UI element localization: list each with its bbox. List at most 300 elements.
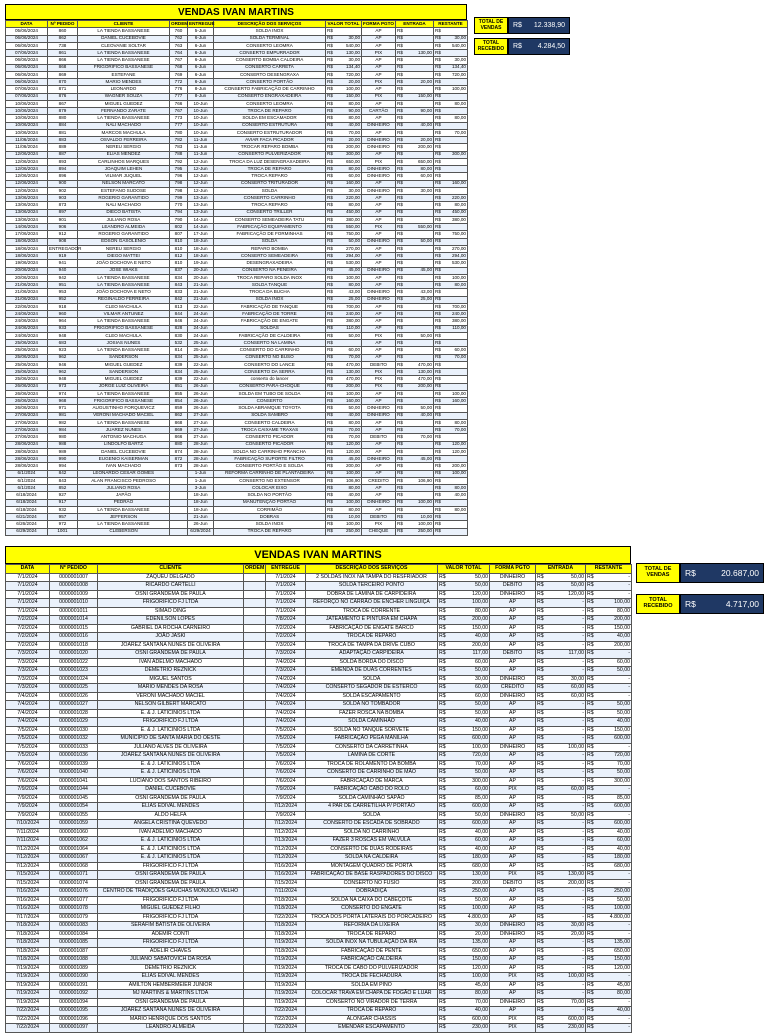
currency-symbol: R$ xyxy=(587,760,594,767)
client-cell: ELIAS EDIVAL MENDES xyxy=(98,803,244,812)
currency-symbol: R$ xyxy=(327,318,333,324)
currency-symbol: R$ xyxy=(397,136,403,142)
payment-method-cell: DINHEIRO xyxy=(490,930,536,939)
currency-symbol: R$ xyxy=(327,289,333,295)
currency-symbol: R$ xyxy=(435,289,441,295)
down-payment-cell xyxy=(536,854,586,863)
down-payment-cell xyxy=(396,514,434,521)
client-cell: LA TIENDA BASSANESE xyxy=(78,28,170,35)
currency-symbol: R$ xyxy=(397,173,403,179)
total-value-cell xyxy=(326,231,362,238)
currency-symbol: R$ xyxy=(397,151,403,157)
remaining-cell xyxy=(434,405,468,412)
payment-method-cell: AP xyxy=(490,709,536,718)
amount: 220,00 xyxy=(345,194,360,200)
total-value-cell xyxy=(326,28,362,35)
table-row xyxy=(6,837,632,846)
currency-symbol: R$ xyxy=(397,412,403,418)
amount: 80,00 xyxy=(454,484,466,490)
amount: - xyxy=(582,633,584,640)
currency-symbol: R$ xyxy=(439,641,446,648)
payment-method-cell: AP xyxy=(490,828,536,837)
order-number-cell: 919 xyxy=(48,253,78,260)
remaining-cell xyxy=(434,492,468,499)
table-row xyxy=(6,641,632,650)
client-cell: ESTEFANE xyxy=(78,71,170,78)
order-number-cell: 0000001011 xyxy=(50,607,98,616)
amount: 40,00 xyxy=(420,412,432,418)
table-row xyxy=(6,347,468,354)
amount: 50,00 xyxy=(571,573,584,580)
remaining-cell xyxy=(434,35,468,42)
ordem-cell: 812 xyxy=(170,253,188,260)
payment-method-cell: AP xyxy=(362,151,396,158)
delivered-cell: 7/1/2024 xyxy=(266,607,306,616)
delivered-cell: 7/18/2024 xyxy=(266,930,306,939)
amount: 100,00 xyxy=(345,499,360,505)
client-cell: ANGELA CRISTINA QUEVEDO xyxy=(98,820,244,829)
currency-symbol: R$ xyxy=(327,455,333,461)
total-value-cell xyxy=(326,419,362,426)
delivered-cell: 7/22/2024 xyxy=(266,913,306,922)
currency-symbol: R$ xyxy=(397,405,403,411)
amount: - xyxy=(582,828,584,835)
total-value-cell xyxy=(438,905,490,914)
currency-symbol: R$ xyxy=(439,786,446,793)
currency-symbol: R$ xyxy=(327,165,333,171)
description-cell: CONSERTO ESTRUTURADOR xyxy=(214,129,326,136)
amount: 700,00 xyxy=(345,303,360,309)
currency-symbol: R$ xyxy=(397,383,403,389)
currency-symbol: R$ xyxy=(587,599,594,606)
date-cell: 7/6/2024 xyxy=(6,769,50,778)
table-row xyxy=(6,224,468,231)
description-cell: SOLDA ESCAPAMENTO xyxy=(306,692,438,701)
currency-symbol: R$ xyxy=(327,129,333,135)
total-value-cell xyxy=(438,743,490,752)
order-number-cell: 962 xyxy=(48,369,78,376)
currency-symbol: R$ xyxy=(327,441,333,447)
currency-symbol: R$ xyxy=(587,1024,594,1031)
currency-symbol: R$ xyxy=(435,390,441,396)
ordem-cell xyxy=(170,499,188,506)
delivered-cell: 13-Jun xyxy=(188,209,214,216)
order-number-cell: 923 xyxy=(48,347,78,354)
currency-symbol: R$ xyxy=(439,803,446,810)
remaining-cell xyxy=(434,195,468,202)
client-cell: GABRIEL DA ROCHA CARNEIRO xyxy=(98,624,244,633)
payment-method-cell: AP xyxy=(490,888,536,897)
date-cell: 7/16/2024 xyxy=(6,905,50,914)
order-number-cell: 0000001089 xyxy=(50,964,98,973)
amount: 30,00 xyxy=(348,35,360,41)
client-cell: DANIEL CUCEBOVIE xyxy=(78,35,170,42)
total-value-cell xyxy=(438,658,490,667)
currency-symbol: R$ xyxy=(537,981,544,988)
amount: 600,00 xyxy=(614,735,630,742)
currency-symbol: R$ xyxy=(537,777,544,784)
delivered-cell: 1-Jun xyxy=(188,477,214,484)
date-cell: 21/06/2024 xyxy=(6,289,48,296)
payment-method-cell: AP xyxy=(490,803,536,812)
remaining-cell xyxy=(434,390,468,397)
remaining-cell xyxy=(434,448,468,455)
currency-symbol: R$ xyxy=(327,521,333,527)
currency-symbol: R$ xyxy=(435,477,441,483)
description-cell: SOLDA EM ESCAMADOR xyxy=(214,115,326,122)
table-row xyxy=(6,998,632,1007)
currency-symbol: R$ xyxy=(587,888,594,895)
total-value-cell xyxy=(326,347,362,354)
client-cell: FRIGORIFICO BASSANESE xyxy=(78,64,170,71)
description-cell: REFORÇO NO CARRÃO DE ENCHER LINGUIÇA xyxy=(306,599,438,608)
currency-symbol: R$ xyxy=(397,231,403,237)
payment-method-cell: AP xyxy=(362,325,396,332)
currency-symbol: R$ xyxy=(397,521,403,527)
remaining-cell xyxy=(434,311,468,318)
description-cell: TROCA CAIXAME TRAXAS xyxy=(214,427,326,434)
amount: 600,00 xyxy=(472,803,488,810)
payment-method-cell: AP xyxy=(490,752,536,761)
down-payment-cell xyxy=(536,786,586,795)
total-value-cell xyxy=(326,470,362,477)
total-value-cell xyxy=(326,485,362,492)
client-cell: E. & J. LATICINIOS LTDA xyxy=(98,845,244,854)
down-payment-cell xyxy=(396,528,434,535)
client-cell: FRIGORIFICO FJ LTDA xyxy=(98,896,244,905)
currency-symbol: R$ xyxy=(397,187,403,193)
table-row xyxy=(6,108,468,115)
table-row xyxy=(6,57,468,64)
delivered-cell: 27-Jun xyxy=(188,419,214,426)
payment-method-cell: AP xyxy=(362,485,396,492)
client-cell: CENTRO DE TRADIÇÕES GAÚCHAS MONJOLO VELHO xyxy=(98,888,244,897)
column-header: CLIENTE xyxy=(98,565,244,574)
ordem-cell: 776 xyxy=(170,86,188,93)
client-cell: FRIGORIFICO BASSANESE xyxy=(78,325,170,332)
remaining-cell xyxy=(434,521,468,528)
total-value-cell xyxy=(326,506,362,513)
table-row xyxy=(6,282,468,289)
client-cell: OSNI GRANDEMA DE PAULA xyxy=(98,590,244,599)
currency-symbol: R$ xyxy=(327,209,333,215)
amount: 100,00 xyxy=(614,599,630,606)
currency-symbol: R$ xyxy=(327,194,333,200)
total-value-cell xyxy=(438,981,490,990)
currency-symbol: R$ xyxy=(537,658,544,665)
delivered-cell: 7/12/2024 xyxy=(266,854,306,863)
currency-symbol: R$ xyxy=(327,28,333,34)
description-cell: TROCA DA LUZ DESENGRAXADEIRA xyxy=(214,158,326,165)
delivered-cell: 10-Jun xyxy=(188,115,214,122)
date-cell: 06/06/2024 xyxy=(6,79,48,86)
amount: - xyxy=(582,837,584,844)
amount: 20,00 xyxy=(348,136,360,142)
date-cell: 7/2/2024 xyxy=(6,624,50,633)
description-cell: CONSERTO ESTRUTURA xyxy=(214,122,326,129)
delivered-cell: 7/1/2024 xyxy=(266,582,306,591)
currency-symbol: R$ xyxy=(327,426,333,432)
amount: 80,00 xyxy=(454,506,466,512)
amount: 10,00 xyxy=(348,513,360,519)
ordem-cell: 842 xyxy=(170,296,188,303)
date-cell: 10/06/2024 xyxy=(6,115,48,122)
date-cell: 20/06/2024 xyxy=(6,274,48,281)
total-value-cell xyxy=(326,361,362,368)
amount: 100,00 xyxy=(345,521,360,527)
order-number-cell: 0000001029 xyxy=(50,718,98,727)
sales-table xyxy=(5,20,468,536)
client-cell: LA TIENDA BASSANESE xyxy=(78,318,170,325)
amount: 80,00 xyxy=(454,419,466,425)
description-cell: SOLDA EM TUBO DE SOLDA xyxy=(214,390,326,397)
down-payment-cell xyxy=(536,650,586,659)
amount: 120,00 xyxy=(472,590,488,597)
total-value-cell xyxy=(438,735,490,744)
down-payment-cell xyxy=(536,820,586,829)
order-number-cell: 887 xyxy=(48,151,78,158)
total-value-cell xyxy=(326,318,362,325)
payment-method-cell: AP xyxy=(490,896,536,905)
amount: 130,00 xyxy=(417,368,432,374)
description-cell: EMENDAR ESCAPAMENTO xyxy=(306,1024,438,1033)
payment-method-cell: AP xyxy=(362,419,396,426)
down-payment-cell xyxy=(396,376,434,383)
currency-symbol: R$ xyxy=(587,871,594,878)
table-row xyxy=(6,854,632,863)
currency-symbol: R$ xyxy=(435,296,441,302)
table-row xyxy=(6,1007,632,1016)
description-cell: SOLDA NO CARRINHO xyxy=(306,828,438,837)
down-payment-cell xyxy=(396,318,434,325)
currency-symbol: R$ xyxy=(439,633,446,640)
table-row xyxy=(6,158,468,165)
client-cell: SIMAO DING xyxy=(98,607,244,616)
client-cell: JOAQUIM LEHEN xyxy=(78,166,170,173)
order-number-cell: 0000001030 xyxy=(50,726,98,735)
currency-symbol: R$ xyxy=(397,368,403,374)
description-cell: SOLDA xyxy=(214,238,326,245)
ordem-cell: 770 xyxy=(170,202,188,209)
delivered-cell: 7/19/2024 xyxy=(266,939,306,948)
amount: 43,00 xyxy=(348,289,360,295)
client-cell: E. & J. LATICINIOS LTDA xyxy=(98,837,244,846)
down-payment-cell xyxy=(396,506,434,513)
remaining-cell xyxy=(586,769,632,778)
delivered-cell: 27-Jun xyxy=(188,434,214,441)
total-value-cell xyxy=(438,726,490,735)
remaining-cell xyxy=(434,137,468,144)
currency-symbol: R$ xyxy=(537,956,544,963)
total-value-cell xyxy=(326,311,362,318)
description-cell: SOLDA NO TOMBADOR xyxy=(306,701,438,710)
date-cell: 6/1/2024 xyxy=(6,477,48,484)
remaining-cell xyxy=(434,158,468,165)
date-cell: 7/3/2024 xyxy=(6,650,50,659)
ordem-cell xyxy=(244,709,266,718)
client-cell: CLEO MACHULA xyxy=(78,332,170,339)
payment-method-cell: AP xyxy=(362,303,396,310)
client-cell: OSNI GRANDEMA DE PAULA xyxy=(98,998,244,1007)
currency-symbol: R$ xyxy=(537,998,544,1005)
currency-symbol: R$ xyxy=(537,930,544,937)
description-cell: CONSERTO CALDEIRA xyxy=(214,419,326,426)
description-cell: DOBRA DE LAMINA DE CARPIDEIRA xyxy=(306,590,438,599)
delivered-cell: 6-Jun xyxy=(188,35,214,42)
client-cell: EDENILSON LOPES xyxy=(98,616,244,625)
currency-symbol: R$ xyxy=(685,568,696,578)
amount: 550,00 xyxy=(417,223,432,229)
amount: 80,00 xyxy=(454,202,466,208)
total-value-cell xyxy=(326,158,362,165)
payment-method-cell: CREDITO xyxy=(362,477,396,484)
currency-symbol: R$ xyxy=(327,180,333,186)
amount: 60,00 xyxy=(420,173,432,179)
order-number-cell: 0000001009 xyxy=(50,590,98,599)
description-cell: SOLDA CAMINHÃO xyxy=(306,718,438,727)
table-row xyxy=(6,311,468,318)
delivered-cell: 22-Jun xyxy=(188,361,214,368)
remaining-cell xyxy=(434,477,468,484)
ordem-cell: 763 xyxy=(170,42,188,49)
table-row xyxy=(6,947,632,956)
payment-method-cell: DINHEIRO xyxy=(490,590,536,599)
amount: 117,00 xyxy=(568,650,584,657)
amount: 30,00 xyxy=(571,922,584,929)
currency-symbol: R$ xyxy=(537,582,544,589)
currency-symbol: R$ xyxy=(327,35,333,41)
order-number-cell: 948 xyxy=(48,332,78,339)
description-cell: CONSERTO SEMEADEIRA xyxy=(214,253,326,260)
table-row xyxy=(6,151,468,158)
payment-method-cell: DINHEIRO xyxy=(362,412,396,419)
payment-method-cell: AP xyxy=(362,470,396,477)
delivered-cell: 7/6/2024 xyxy=(266,777,306,786)
client-cell: MJ MARTINS & MARTINS LTDA xyxy=(98,990,244,999)
currency-symbol: R$ xyxy=(587,624,594,631)
table-row xyxy=(6,939,632,948)
remaining-cell xyxy=(586,896,632,905)
date-cell: 14/06/2024 xyxy=(6,224,48,231)
total-value-cell xyxy=(326,274,362,281)
date-cell: 10/06/2024 xyxy=(6,129,48,136)
currency-symbol: R$ xyxy=(587,811,594,818)
order-number-cell: 917 xyxy=(48,499,78,506)
description-cell: SOLDAS xyxy=(214,325,326,332)
currency-symbol: R$ xyxy=(435,151,441,157)
remaining-cell xyxy=(434,79,468,86)
currency-symbol: R$ xyxy=(397,107,403,113)
client-cell: ADELIR CHAVES xyxy=(98,947,244,956)
order-number-cell: 893 xyxy=(48,158,78,165)
ordem-cell xyxy=(244,769,266,778)
client-cell: OSNI GRANDEMA DE PAULA xyxy=(98,879,244,888)
date-cell: 06/06/2024 xyxy=(6,71,48,78)
amount: 294,00 xyxy=(451,252,466,258)
currency-symbol: R$ xyxy=(537,709,544,716)
amount: 60,00 xyxy=(571,692,584,699)
order-number-cell: 901 xyxy=(48,216,78,223)
currency-symbol: R$ xyxy=(327,187,333,193)
currency-symbol: R$ xyxy=(397,202,403,208)
payment-method-cell: DEBITO xyxy=(362,434,396,441)
payment-method-cell: AP xyxy=(362,129,396,136)
currency-symbol: R$ xyxy=(327,49,333,55)
total-value-cell xyxy=(326,42,362,49)
ordem-cell xyxy=(170,506,188,513)
currency-symbol: R$ xyxy=(439,828,446,835)
description-cell: CONSERTO TRILLER xyxy=(214,209,326,216)
amount: 70,00 xyxy=(454,129,466,135)
amount: 25,00 xyxy=(348,296,360,302)
order-number-cell: 876 xyxy=(48,93,78,100)
ordem-cell: 768 xyxy=(170,64,188,71)
description-cell: 2 SOLDAS INOX NA TAMPA DO RESFRIADOR xyxy=(306,573,438,582)
down-payment-cell xyxy=(396,499,434,506)
amount: 600,00 xyxy=(472,1015,488,1022)
delivered-cell: 7/18/2024 xyxy=(266,947,306,956)
amount: 40,00 xyxy=(348,122,360,128)
description-cell: FABRICAÇÃO DE ENGATE BARCO xyxy=(306,624,438,633)
ordem-cell xyxy=(244,1007,266,1016)
date-cell: 22/06/2024 xyxy=(6,303,48,310)
delivered-cell: 7/8/2024 xyxy=(266,616,306,625)
amount: 106,90 xyxy=(345,477,360,483)
delivered-cell: 26-Jun xyxy=(188,383,214,390)
order-number-cell: 933 xyxy=(48,325,78,332)
remaining-cell xyxy=(434,108,468,115)
ordem-cell: 839 xyxy=(170,376,188,383)
amount: 540,00 xyxy=(345,42,360,48)
currency-symbol: R$ xyxy=(397,144,403,150)
remaining-cell xyxy=(586,947,632,956)
description-cell: REFORMA DA LIXEIRA xyxy=(306,922,438,931)
amount: 40,00 xyxy=(475,718,488,725)
amount: 160,00 xyxy=(451,180,466,186)
currency-symbol: R$ xyxy=(397,129,403,135)
description-cell: CONSERTO DE DUAS RODEIRAS xyxy=(306,845,438,854)
remaining-cell xyxy=(434,93,468,100)
client-cell: LA TIENDA BASSANESE xyxy=(78,282,170,289)
amount: - xyxy=(582,956,584,963)
remaining-cell xyxy=(586,794,632,803)
down-payment-cell xyxy=(536,1024,586,1033)
total-received-amount: 4.717,00 xyxy=(725,599,759,609)
ordem-cell: 773 xyxy=(170,115,188,122)
down-payment-cell xyxy=(396,166,434,173)
currency-symbol: R$ xyxy=(435,470,441,476)
date-cell: 24/06/2024 xyxy=(6,325,48,332)
down-payment-cell xyxy=(396,521,434,528)
client-cell: JEFFERSON xyxy=(78,514,170,521)
payment-method-cell: AP xyxy=(362,347,396,354)
amount: - xyxy=(582,794,584,801)
down-payment-cell xyxy=(396,253,434,260)
amount: 100,00 xyxy=(417,499,432,505)
client-cell: JULIANO ROSA xyxy=(78,485,170,492)
total-value-cell xyxy=(326,173,362,180)
order-number-cell: 0000001092 xyxy=(50,990,98,999)
delivered-cell: 6-Jun xyxy=(188,57,214,64)
amount: 40,00 xyxy=(420,122,432,128)
remaining-cell xyxy=(586,607,632,616)
amount: 50,00 xyxy=(475,769,488,776)
currency-symbol: R$ xyxy=(439,896,446,903)
amount: 45,00 xyxy=(348,267,360,273)
description-cell: MONTAGEM QUADRO DE PORTA xyxy=(306,862,438,871)
amount: - xyxy=(582,862,584,869)
date-cell: 12/06/2024 xyxy=(6,151,48,158)
